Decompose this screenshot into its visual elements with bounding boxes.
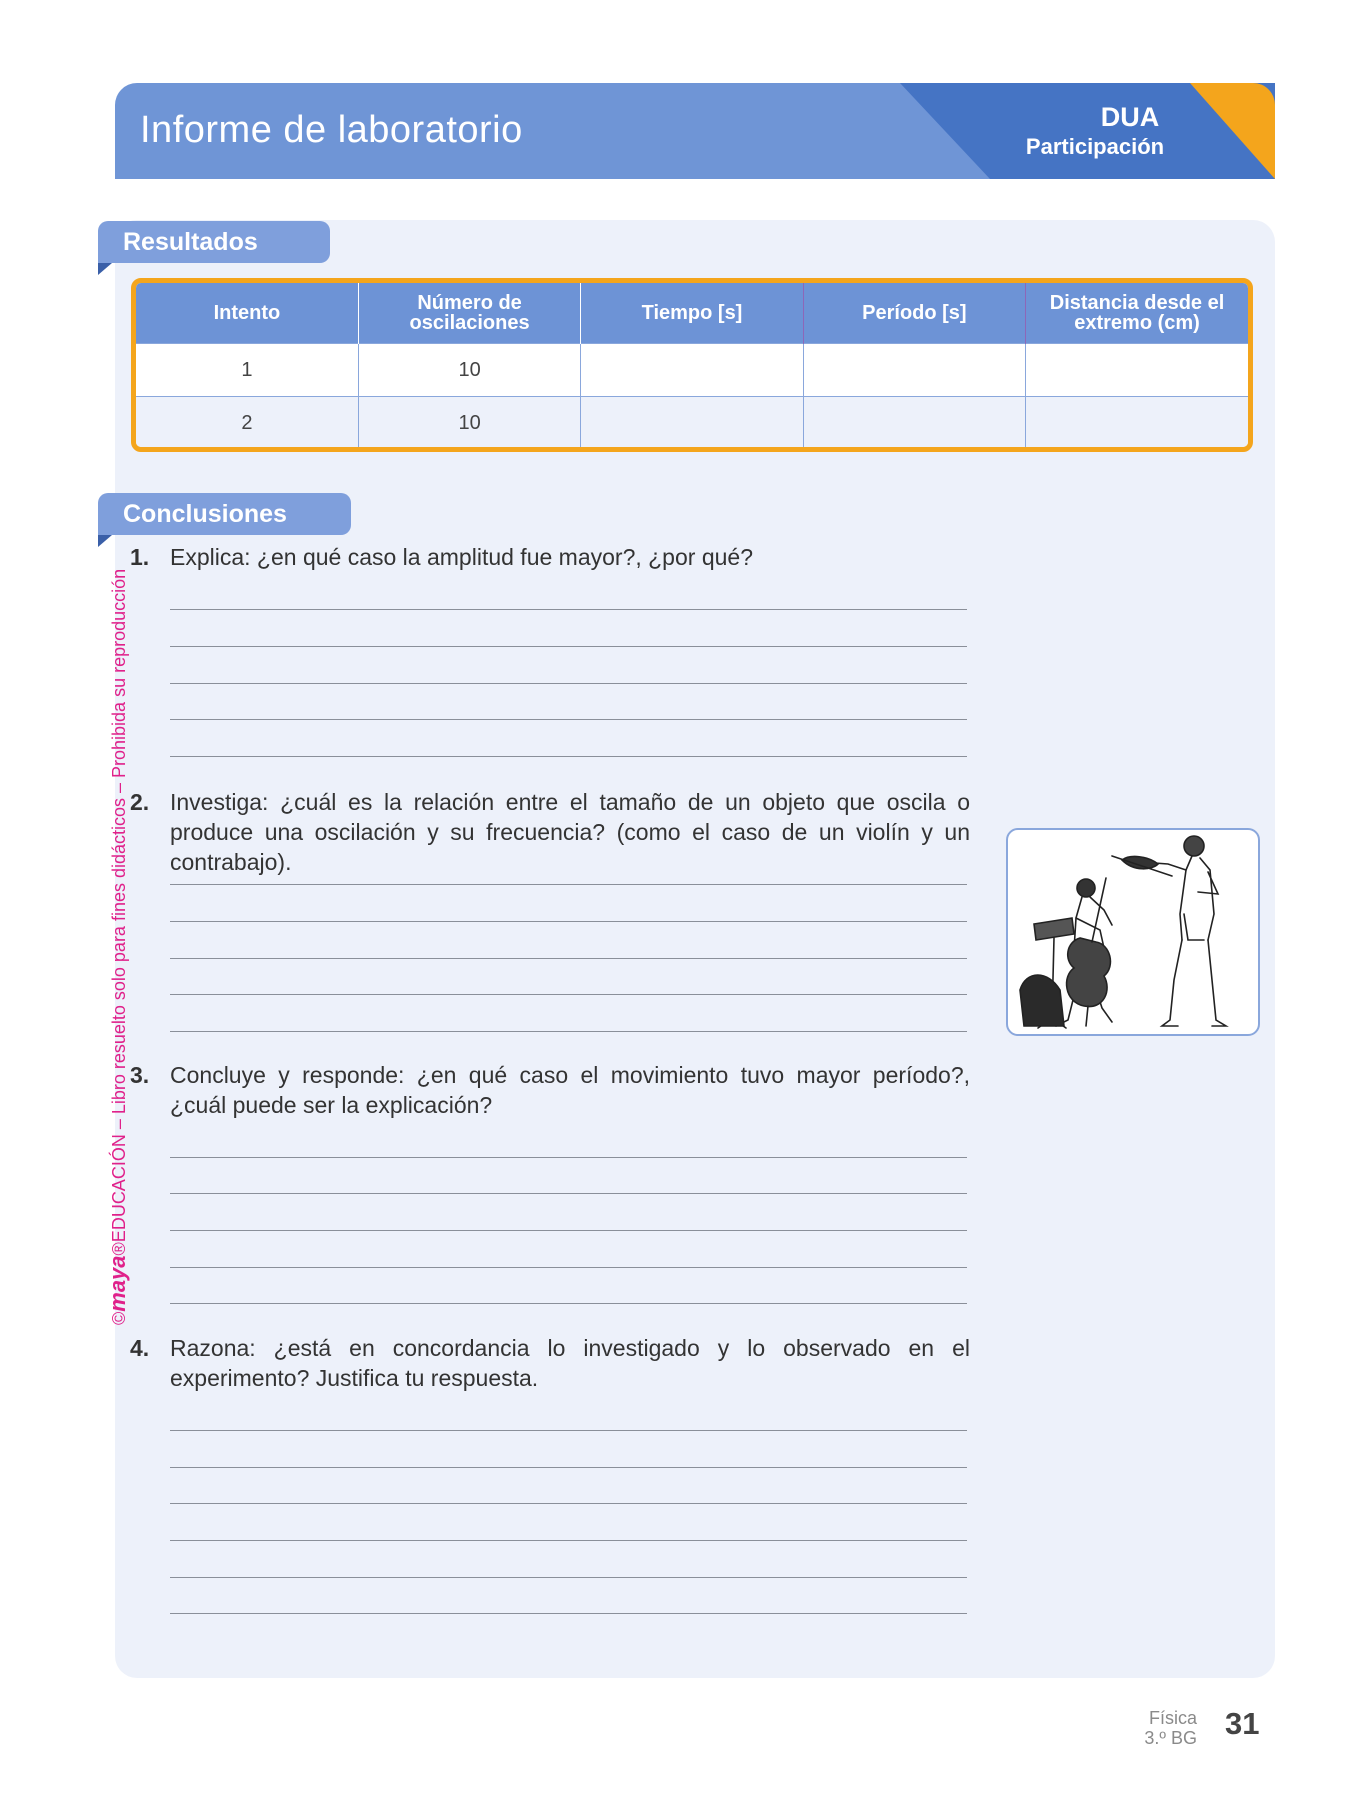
subject-name: Física <box>1148 1708 1197 1728</box>
dua-subtitle: Participación <box>1025 134 1165 159</box>
question-number: 2. <box>130 789 150 815</box>
results-table <box>131 278 1253 452</box>
answer-line[interactable] <box>170 1157 967 1158</box>
grade-level: 3.º BG <box>1144 1728 1197 1748</box>
table-cell-tiempo[interactable] <box>581 344 803 397</box>
column-header-tiempo: Tiempo [s] <box>581 283 803 344</box>
answer-line[interactable] <box>170 958 967 959</box>
table-cell-distancia[interactable] <box>1026 397 1248 450</box>
answer-line[interactable] <box>170 756 967 757</box>
question-2 <box>130 787 970 877</box>
answer-line[interactable] <box>170 1613 967 1614</box>
page-title: Informe de laboratorio <box>140 109 523 151</box>
table-row <box>136 397 1248 450</box>
answer-line[interactable] <box>170 1577 967 1578</box>
table-cell-tiempo[interactable] <box>581 397 803 450</box>
page-number: 31 <box>1225 1706 1260 1741</box>
column-header-periodo: Período [s] <box>803 283 1025 344</box>
answer-line[interactable] <box>170 1267 967 1268</box>
column-header-oscilaciones: Número de oscilaciones <box>358 283 580 344</box>
answer-line[interactable] <box>170 1193 967 1194</box>
results-label: Resultados <box>123 228 258 256</box>
question-1 <box>130 542 970 572</box>
copyright-symbol: © <box>109 1311 129 1325</box>
brand-logo: maya <box>105 1255 130 1312</box>
question-number: 4. <box>130 1335 150 1361</box>
question-3 <box>130 1060 970 1120</box>
answer-line[interactable] <box>170 1467 967 1468</box>
answer-line[interactable] <box>170 1503 967 1504</box>
table-cell-oscilaciones: 10 <box>358 344 580 397</box>
column-header-distancia: Distancia desde el extremo (cm) <box>1026 283 1248 344</box>
question-text: Explica: ¿en qué caso la amplitud fue mayor?, ¿por qué? <box>170 544 753 570</box>
conclusions-label: Conclusiones <box>123 500 287 528</box>
answer-line[interactable] <box>170 609 967 610</box>
question-text: Investiga: ¿cuál es la relación entre el tamaño de un objeto que oscila o produce una oscilación y su frecuencia? (como el caso de un violín y un contrabajo). <box>170 789 970 875</box>
table-cell-periodo[interactable] <box>803 344 1025 397</box>
answer-line[interactable] <box>170 884 967 885</box>
footer-subject <box>1125 1708 1197 1748</box>
question-text: Razona: ¿está en concordancia lo investigado y lo observado en el experimento? Justifica tu respuesta. <box>170 1335 970 1391</box>
table-cell-intento: 1 <box>136 344 358 397</box>
answer-line[interactable] <box>170 1031 967 1032</box>
answer-line[interactable] <box>170 994 967 995</box>
musicians-drawing <box>1008 830 1260 1036</box>
answer-line[interactable] <box>170 1303 967 1304</box>
copyright-text: ®EDUCACIÓN – Libro resuelto solo para fines didácticos – Prohibida su reproducción <box>109 568 129 1256</box>
question-4 <box>130 1333 970 1393</box>
answer-line[interactable] <box>170 921 967 922</box>
table-cell-oscilaciones: 10 <box>358 397 580 450</box>
table-cell-distancia[interactable] <box>1026 344 1248 397</box>
question-number: 3. <box>130 1062 150 1088</box>
answer-line[interactable] <box>170 1230 967 1231</box>
answer-line[interactable] <box>170 683 967 684</box>
question-number: 1. <box>130 544 150 570</box>
answer-line[interactable] <box>170 646 967 647</box>
answer-line[interactable] <box>170 719 967 720</box>
question-text: Concluye y responde: ¿en qué caso el movimiento tuvo mayor período?, ¿cuál puede ser la explicación? <box>170 1062 970 1118</box>
results-tab <box>98 221 330 263</box>
table-cell-intento: 2 <box>136 397 358 450</box>
musicians-illustration <box>1006 828 1260 1036</box>
dua-title: DUA <box>1100 102 1160 132</box>
table-row <box>136 344 1248 397</box>
answer-line[interactable] <box>170 1540 967 1541</box>
table-cell-periodo[interactable] <box>803 397 1025 450</box>
answer-line[interactable] <box>170 1430 967 1431</box>
column-header-intento: Intento <box>136 283 358 344</box>
copyright-side-note <box>105 495 131 1325</box>
conclusions-tab <box>98 493 351 535</box>
